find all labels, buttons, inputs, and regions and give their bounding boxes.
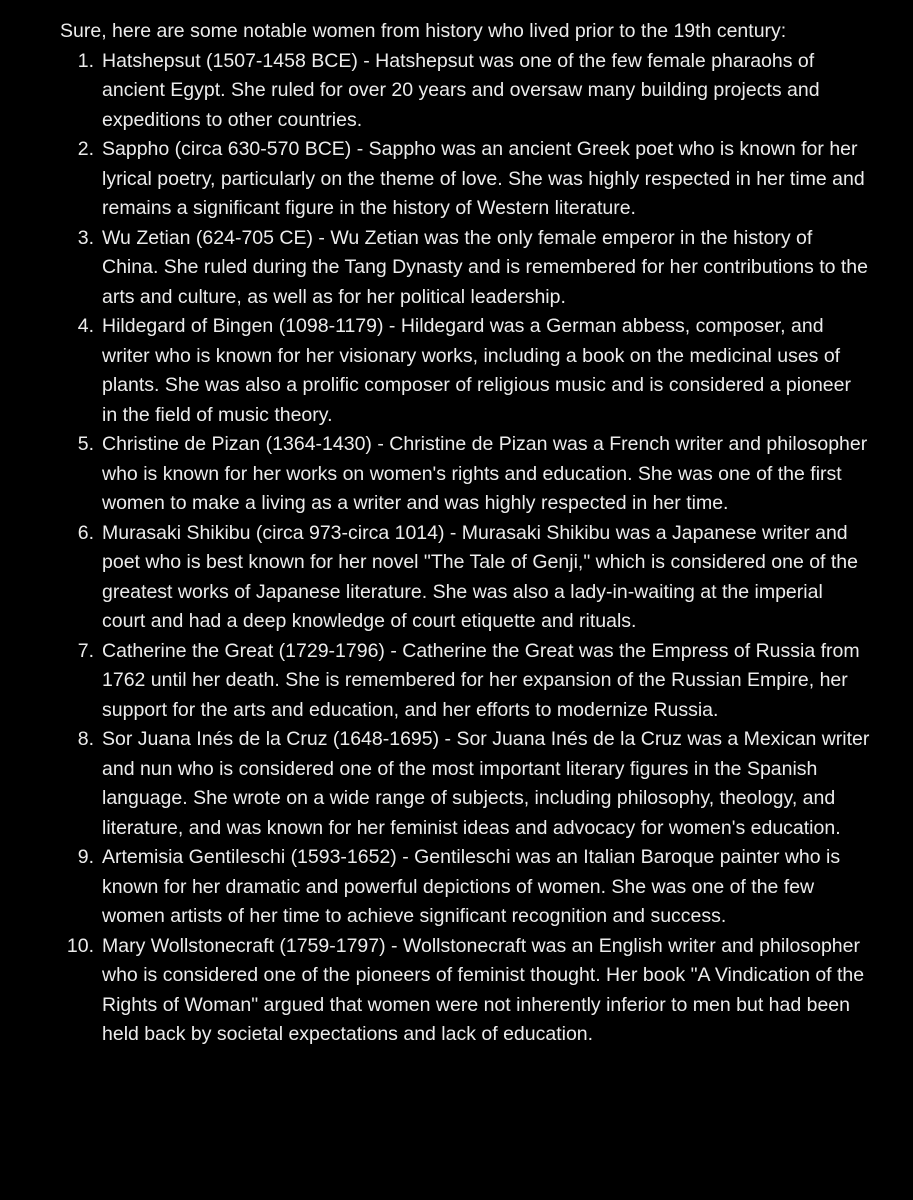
list-item [60,932,870,1050]
item-number: 7. [77,639,94,662]
list-item [60,135,870,224]
item-number: 6. [77,521,94,544]
intro-text: Sure, here are some notable women from history who lived prior to the 19th century: [60,20,787,42]
item-number: 9. [77,846,94,868]
item-number: 5. [77,433,94,455]
item-text: Hatshepsut (1507-1458 BCE) - Hatshepsut was one of the few female pharaohs of ancient Egypt. She ruled for over 20 years and oversaw many building projects and expeditions to other countries. [102,49,820,131]
item-text: Christine de Pizan (1364-1430) - Christine de Pizan was a French writer and philosopher who is known for her works on women's rights and education. She was one of the first women to make a living as a writer and was highly respected in her time. [102,433,868,514]
list-item [60,224,870,313]
list-item [60,519,870,637]
item-number: 10. [66,934,94,957]
list-item [60,430,870,519]
list-item [60,725,870,843]
item-text: Artemisia Gentileschi (1593-1652) - Gentileschi was an Italian Baroque painter who is known for her dramatic and powerful depictions of women. She was one of the few women artists of her time to achieve significant recognition and success. [102,846,841,927]
list-item [60,312,870,430]
item-text: Hildegard of Bingen (1098-1179) - Hildegard was a German abbess, composer, and writer who is known for her visionary works, including a book on the medicinal uses of plants. She was also a prolific composer of religious music and is considered a pioneer in the field of music theory. [102,315,851,426]
list-item [60,637,870,726]
list-item [60,843,870,932]
item-text: Sor Juana Inés de la Cruz (1648-1695) - Sor Juana Inés de la Cruz was a Mexican writer and nun who is considered one of the most important literary figures in the Spanish language. She wrote on a wide range of subjects, including philosophy, theology, and literature, and was known for her feminist ideas and advocacy for women's education. [102,728,870,839]
item-number: 8. [77,728,94,750]
item-text: Wu Zetian (624-705 CE) - Wu Zetian was the only female emperor in the history of China. She ruled during the Tang Dynasty and is remembered for her contributions to the arts and culture, as well as for her political leadership. [102,226,868,308]
women-list [60,47,870,1050]
item-text: Sappho (circa 630-570 BCE) - Sappho was an ancient Greek poet who is known for her lyrical poetry, particularly on the theme of love. She was highly respected in her time and remains a significant figure in the history of Western literature. [102,138,865,219]
response-text [60,17,870,1050]
item-text: Mary Wollstonecraft (1759-1797) - Wollstonecraft was an English writer and philosopher who is considered one of the pioneers of feminist thought. Her book "A Vindication of the Rights of Woman" argued that women were not inherently inferior to men but had been held back by societal expectations and lack of education. [102,934,865,1045]
list-item [60,47,870,136]
item-number: 1. [77,49,94,72]
item-number: 4. [77,315,94,337]
item-text: Murasaki Shikibu (circa 973-circa 1014) - Murasaki Shikibu was a Japanese writer and poet who is best known for her novel "The Tale of Genji," which is considered one of the greatest works of Japanese literature. She was also a lady-in-waiting at the imperial court and had a deep knowledge of court etiquette and rituals. [102,521,858,632]
item-text: Catherine the Great (1729-1796) - Catherine the Great was the Empress of Russia from 1762 until her death. She is remembered for her expansion of the Russian Empire, her support for the arts and education, and her efforts to modernize Russia. [102,639,860,721]
item-number: 2. [77,138,94,160]
item-number: 3. [77,226,94,249]
